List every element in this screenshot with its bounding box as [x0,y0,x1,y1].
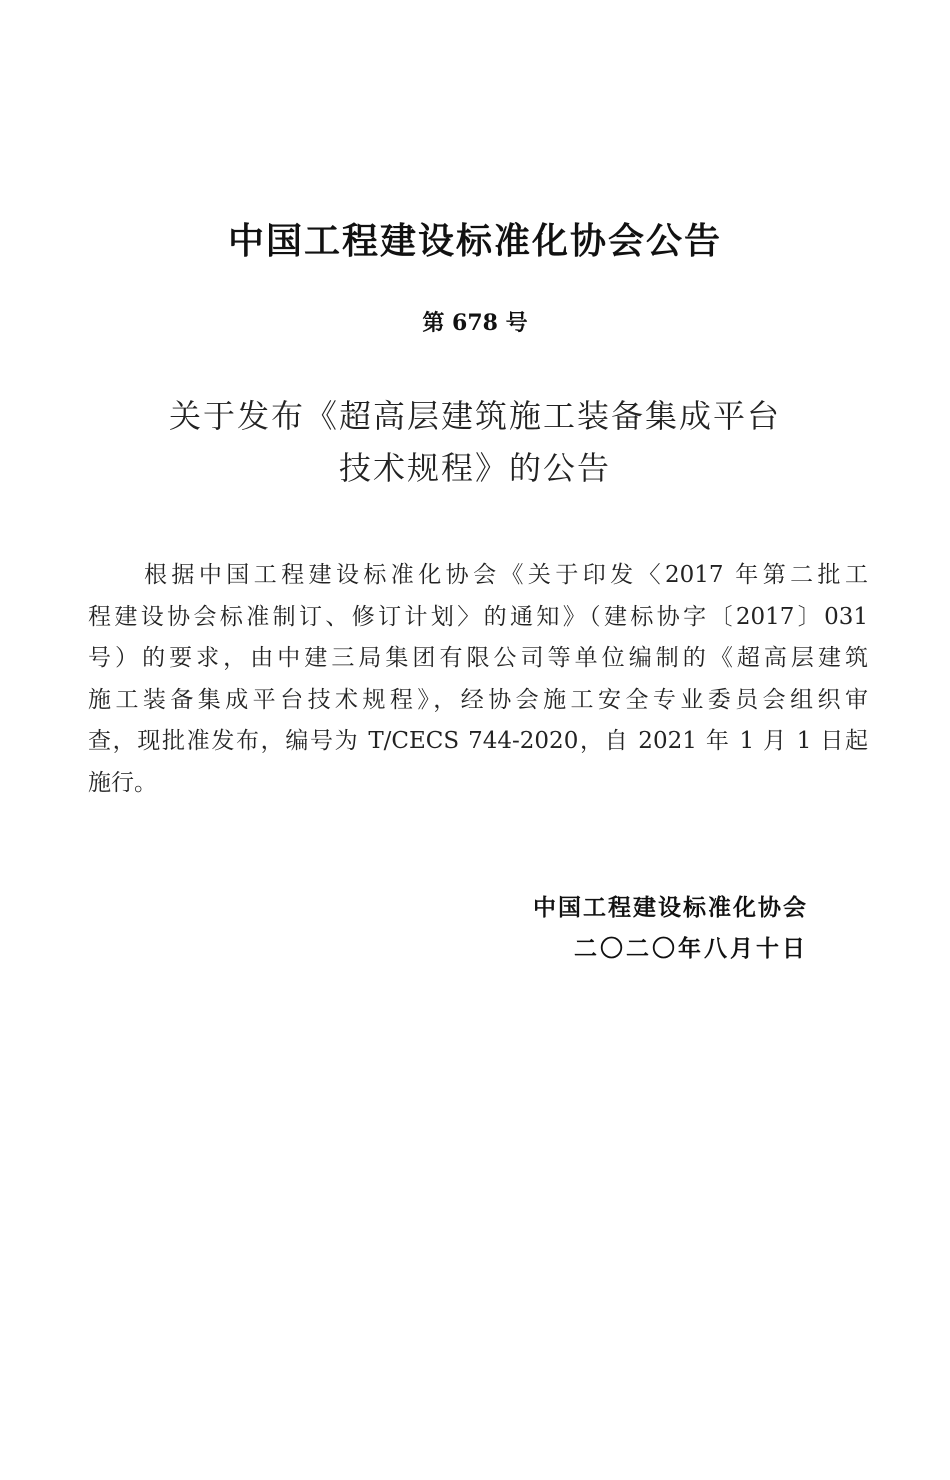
body-line-1: 根据中国工程建设标准化协会《关于印发〈2017 年第二批工 [144,562,868,588]
body-line-2: 程建设协会标准制订、修订计划〉的通知》（建标协字〔2017〕031 [88,603,868,630]
signature-org: 中国工程建设标准化协会 [533,895,808,921]
signature-block [533,888,808,970]
notice-body [88,555,868,804]
body-line-5: 查，现批准发布，编号为 T/CECS 744-2020，自 2021 年 1 月 1 日起 [88,728,868,754]
signature-date: 二〇二〇年八月十日 [574,936,808,962]
notice-title-line-2: 技术规程》的公告 [338,449,611,487]
notice-title [0,390,950,494]
notice-title-line-1: 关于发布《超高层建筑施工装备集成平台 [168,397,781,435]
body-line-3: 号）的要求，由中建三局集团有限公司等单位编制的《超高层建筑 [88,645,868,671]
announcement-number: 第 678 号 [422,310,528,336]
body-line-4: 施工装备集成平台技术规程》，经协会施工安全专业委员会组织审 [88,686,868,713]
announcement-org-title: 中国工程建设标准化协会公告 [227,221,722,262]
body-line-6: 施行。 [88,769,157,796]
